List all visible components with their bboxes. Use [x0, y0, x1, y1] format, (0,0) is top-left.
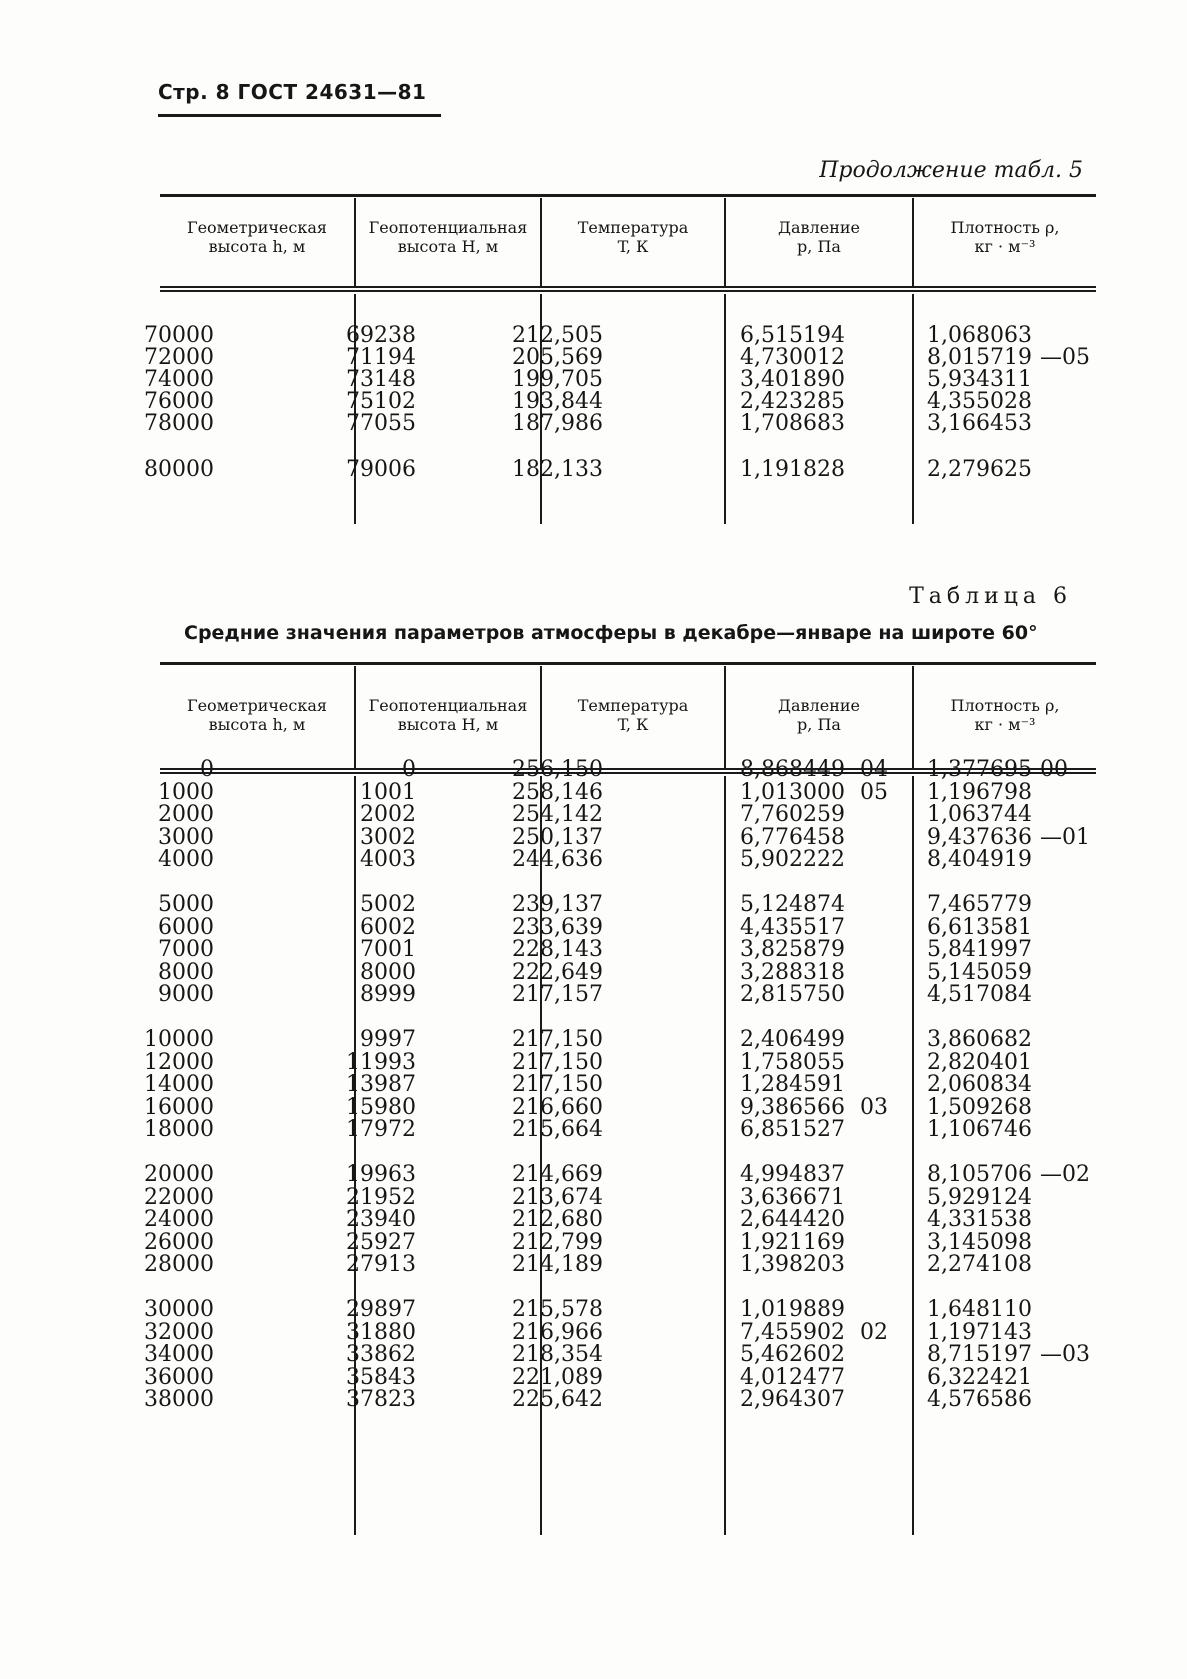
- table6-geometric-height-cell: 34000: [144, 1342, 214, 1367]
- table6-temperature-cell: 217,157: [512, 982, 603, 1007]
- table6-label: Таблица 6: [909, 584, 1072, 609]
- table6-density-cell: 6,613581: [927, 915, 1032, 940]
- table5-density-cell: 2,279625: [927, 457, 1032, 482]
- table5-temperature-cell: 205,569: [512, 345, 603, 370]
- table6-geopotential-height-cell: 11993: [346, 1050, 416, 1075]
- table6-row: [160, 938, 1096, 962]
- table6-header-line: кг · м⁻³: [974, 715, 1036, 734]
- table6-pressure-cell: 3,825879: [740, 937, 845, 962]
- table5-pressure-cell: 1,708683: [740, 411, 845, 436]
- table6-geopotential-height-cell: 2002: [360, 802, 416, 827]
- table6-geometric-height-cell: 2000: [158, 802, 214, 827]
- table6-pressure-cell: 4,994837: [740, 1162, 845, 1187]
- table5-temperature-cell: 212,505: [512, 323, 603, 348]
- table6-pressure-cell: 2,964307: [740, 1387, 845, 1412]
- table6-density-cell: 6,322421: [927, 1365, 1032, 1390]
- table6-geopotential-height-cell: 23940: [346, 1207, 416, 1232]
- table6-header-line: Давление: [778, 696, 860, 715]
- table5-density-exponent: —05: [1040, 345, 1090, 370]
- table6-temperature-cell: 254,142: [512, 802, 603, 827]
- table6-density-cell: 1,196798: [927, 780, 1032, 805]
- table6-pressure-cell: 1,013000: [740, 780, 845, 805]
- table6-geometric-height-cell: 9000: [158, 982, 214, 1007]
- table5-header-pressure: [726, 218, 912, 256]
- table6-geopotential-height-cell: 3002: [360, 825, 416, 850]
- table6-row: [144, 1117, 1096, 1142]
- table5-pressure-cell: 2,423285: [740, 389, 845, 414]
- table6-pressure-cell: 8,868449: [740, 757, 845, 782]
- table6-header-pressure: [726, 696, 912, 734]
- table6-density-cell: 7,465779: [927, 892, 1032, 917]
- table5-geometric-height-cell: 74000: [144, 367, 214, 392]
- table6-pressure-exponent: 02: [860, 1320, 888, 1345]
- table6-row: [144, 1387, 1096, 1412]
- table6-geometric-height-cell: 24000: [144, 1207, 214, 1232]
- header-rule: [158, 114, 441, 117]
- table5-header-line: p, Па: [797, 237, 841, 256]
- table6-row: [144, 1252, 1096, 1277]
- table6-row: [160, 803, 1096, 827]
- table6-density-cell: 2,820401: [927, 1050, 1032, 1075]
- table5-temperature-cell: 182,133: [512, 457, 603, 482]
- table5-temperature-cell: 199,705: [512, 367, 603, 392]
- table6-density-cell: 1,197143: [927, 1320, 1032, 1345]
- table6-row: [160, 758, 1096, 782]
- table5-row: [144, 457, 1096, 482]
- table5-header-temperature: [542, 218, 724, 256]
- table6-temperature-cell: 218,354: [512, 1342, 603, 1367]
- table6-geometric-height-cell: 7000: [158, 937, 214, 962]
- table6-density-cell: 5,145059: [927, 960, 1032, 985]
- table6-geometric-height-cell: 30000: [144, 1297, 214, 1322]
- table6-density-cell: 2,274108: [927, 1252, 1032, 1277]
- table6-geometric-height-cell: 5000: [158, 892, 214, 917]
- table6-geopotential-height-cell: 31880: [346, 1320, 416, 1345]
- table6-row: [144, 1027, 1096, 1052]
- table6-geopotential-height-cell: 35843: [346, 1365, 416, 1390]
- table6-temperature-cell: 250,137: [512, 825, 603, 850]
- table6-pressure-cell: 1,019889: [740, 1297, 845, 1322]
- table6-header-line: T, К: [617, 715, 649, 734]
- table5-continuation-title: Продолжение табл. 5: [819, 158, 1083, 183]
- table6-pressure-exponent: 03: [860, 1095, 888, 1120]
- table6-pressure-cell: 9,386566: [740, 1095, 845, 1120]
- table6-temperature-cell: 214,669: [512, 1162, 603, 1187]
- table6-temperature-cell: 217,150: [512, 1027, 603, 1052]
- table6-temperature-cell: 239,137: [512, 892, 603, 917]
- table6-geometric-height-cell: 18000: [144, 1117, 214, 1142]
- table6-geopotential-height-cell: 29897: [346, 1297, 416, 1322]
- table6: [144, 662, 1096, 1535]
- table6-pressure-cell: 6,851527: [740, 1117, 845, 1142]
- table6-pressure-cell: 6,776458: [740, 825, 845, 850]
- table6-density-cell: 1,106746: [927, 1117, 1032, 1142]
- table6-column-divider: [354, 776, 356, 1535]
- table6-geopotential-height-cell: 33862: [346, 1342, 416, 1367]
- table6-temperature-cell: 222,649: [512, 960, 603, 985]
- table6-temperature-cell: 256,150: [512, 757, 603, 782]
- table6-density-cell: 4,517084: [927, 982, 1032, 1007]
- table6-caption: Средние значения параметров атмосферы в декабре—январе на широте 60°: [184, 622, 1038, 644]
- table6-header-line: Плотность ρ,: [950, 696, 1060, 715]
- table6-pressure-cell: 4,012477: [740, 1365, 845, 1390]
- table6-temperature-cell: 221,089: [512, 1365, 603, 1390]
- table6-geometric-height-cell: 8000: [158, 960, 214, 985]
- table6-temperature-cell: 216,660: [512, 1095, 603, 1120]
- table5-geopotential-height-cell: 71194: [346, 345, 416, 370]
- table6-geometric-height-cell: 12000: [144, 1050, 214, 1075]
- table6-density-exponent: —01: [1040, 825, 1090, 850]
- table5-geopotential-height-cell: 73148: [346, 367, 416, 392]
- table5-pressure-cell: 3,401890: [740, 367, 845, 392]
- table6-density-cell: 3,860682: [927, 1027, 1032, 1052]
- table6-row: [144, 1162, 1096, 1187]
- table6-header-temperature: [542, 696, 724, 734]
- table5-temperature-cell: 187,986: [512, 411, 603, 436]
- table6-pressure-cell: 2,406499: [740, 1027, 845, 1052]
- table6-density-exponent: —03: [1040, 1342, 1090, 1367]
- table5-geopotential-height-cell: 79006: [346, 457, 416, 482]
- table6-density-cell: 9,437636: [927, 825, 1032, 850]
- table6-geopotential-height-cell: 27913: [346, 1252, 416, 1277]
- table6-header-line: высота H, м: [397, 715, 499, 734]
- table6-density-exponent: —02: [1040, 1162, 1090, 1187]
- table6-pressure-cell: 5,462602: [740, 1342, 845, 1367]
- table6-header-density: [914, 696, 1096, 734]
- table6-column-divider: [540, 776, 542, 1535]
- table6-temperature-cell: 225,642: [512, 1387, 603, 1412]
- table5-geometric-height-cell: 76000: [144, 389, 214, 414]
- table6-row: [144, 1297, 1096, 1322]
- table5-density-cell: 1,068063: [927, 323, 1032, 348]
- table5-header-line: кг · м⁻³: [974, 237, 1036, 256]
- table6-temperature-cell: 212,680: [512, 1207, 603, 1232]
- table6-temperature-cell: 213,674: [512, 1185, 603, 1210]
- table5-geopotential-height-cell: 75102: [346, 389, 416, 414]
- table6-geopotential-height-cell: 0: [402, 757, 416, 782]
- table6-pressure-cell: 1,398203: [740, 1252, 845, 1277]
- table6-header-line: p, Па: [797, 715, 841, 734]
- table6-temperature-cell: 233,639: [512, 915, 603, 940]
- table5-header-geopotential-height: [356, 218, 540, 256]
- table6-density-cell: 8,715197: [927, 1342, 1032, 1367]
- table6-geopotential-height-cell: 6002: [360, 915, 416, 940]
- table5-header-line: Давление: [778, 218, 860, 237]
- table6-geometric-height-cell: 38000: [144, 1387, 214, 1412]
- table6-geopotential-height-cell: 1001: [360, 780, 416, 805]
- table6-geopotential-height-cell: 9997: [360, 1027, 416, 1052]
- table6-temperature-cell: 215,578: [512, 1297, 603, 1322]
- table5-temperature-cell: 193,844: [512, 389, 603, 414]
- table6-density-cell: 3,145098: [927, 1230, 1032, 1255]
- table6-density-cell: 8,105706: [927, 1162, 1032, 1187]
- table6-temperature-cell: 216,966: [512, 1320, 603, 1345]
- table5-header-line: Геопотенциальная: [368, 218, 528, 237]
- table5-header-line: T, К: [617, 237, 649, 256]
- table6-density-cell: 4,331538: [927, 1207, 1032, 1232]
- table6-density-cell: 1,648110: [927, 1297, 1032, 1322]
- table6-top-rule: [160, 662, 1096, 665]
- table6-temperature-cell: 215,664: [512, 1117, 603, 1142]
- table6-row: [160, 983, 1096, 1007]
- table6-geopotential-height-cell: 8000: [360, 960, 416, 985]
- table6-geopotential-height-cell: 21952: [346, 1185, 416, 1210]
- table6-pressure-cell: 5,902222: [740, 847, 845, 872]
- table5-geometric-height-cell: 70000: [144, 323, 214, 348]
- table6-geopotential-height-cell: 13987: [346, 1072, 416, 1097]
- table5-header-density: [914, 218, 1096, 256]
- table6-geopotential-height-cell: 8999: [360, 982, 416, 1007]
- table6-temperature-cell: 228,143: [512, 937, 603, 962]
- table6-header-geometric-height: [160, 696, 354, 734]
- table6-row: [160, 848, 1096, 872]
- table6-row: [144, 1207, 1096, 1232]
- table6-header-line: Температура: [577, 696, 689, 715]
- table6-geometric-height-cell: 10000: [144, 1027, 214, 1052]
- table6-row: [160, 893, 1096, 917]
- table6-geometric-height-cell: 20000: [144, 1162, 214, 1187]
- table6-temperature-cell: 258,146: [512, 780, 603, 805]
- table6-density-cell: 1,063744: [927, 802, 1032, 827]
- table6-geometric-height-cell: 32000: [144, 1320, 214, 1345]
- table6-geometric-height-cell: 36000: [144, 1365, 214, 1390]
- table6-temperature-cell: 212,799: [512, 1230, 603, 1255]
- table6-geopotential-height-cell: 37823: [346, 1387, 416, 1412]
- table6-row: [144, 1342, 1096, 1367]
- table6-pressure-cell: 3,288318: [740, 960, 845, 985]
- table6-density-cell: 1,377695: [927, 757, 1032, 782]
- table6-geometric-height-cell: 1000: [158, 780, 214, 805]
- table5-top-rule: [160, 194, 1096, 197]
- table6-geopotential-height-cell: 25927: [346, 1230, 416, 1255]
- table5-density-cell: 5,934311: [927, 367, 1032, 392]
- table6-geometric-height-cell: 22000: [144, 1185, 214, 1210]
- table6-column-divider: [912, 776, 914, 1535]
- table5-density-cell: 3,166453: [927, 411, 1032, 436]
- table6-density-exponent: 00: [1040, 757, 1068, 782]
- table6-temperature-cell: 244,636: [512, 847, 603, 872]
- table6-temperature-cell: 214,189: [512, 1252, 603, 1277]
- table6-geopotential-height-cell: 7001: [360, 937, 416, 962]
- table5-geometric-height-cell: 72000: [144, 345, 214, 370]
- page-header: Стр. 8 ГОСТ 24631—81: [158, 80, 427, 104]
- table6-temperature-cell: 217,150: [512, 1072, 603, 1097]
- table6-density-cell: 2,060834: [927, 1072, 1032, 1097]
- table6-geopotential-height-cell: 15980: [346, 1095, 416, 1120]
- table6-column-divider: [724, 776, 726, 1535]
- table6-header-line: высота h, м: [208, 715, 306, 734]
- table5-pressure-cell: 4,730012: [740, 345, 845, 370]
- table6-pressure-cell: 5,124874: [740, 892, 845, 917]
- table5-row: [144, 411, 1096, 436]
- table5: [144, 194, 1096, 524]
- table6-pressure-cell: 7,760259: [740, 802, 845, 827]
- table5-header-line: Геометрическая: [186, 218, 327, 237]
- table5-density-cell: 4,355028: [927, 389, 1032, 414]
- table6-density-cell: 8,404919: [927, 847, 1032, 872]
- table5-geopotential-height-cell: 69238: [346, 323, 416, 348]
- table6-geometric-height-cell: 6000: [158, 915, 214, 940]
- table6-pressure-cell: 2,815750: [740, 982, 845, 1007]
- table6-pressure-exponent: 04: [860, 757, 888, 782]
- table6-header-geopotential-height: [356, 696, 540, 734]
- table6-pressure-cell: 2,644420: [740, 1207, 845, 1232]
- table6-geometric-height-cell: 0: [200, 757, 214, 782]
- table6-pressure-cell: 7,455902: [740, 1320, 845, 1345]
- table6-geometric-height-cell: 3000: [158, 825, 214, 850]
- table6-geometric-height-cell: 16000: [144, 1095, 214, 1120]
- table6-header-line: Геопотенциальная: [368, 696, 528, 715]
- table5-pressure-cell: 6,515194: [740, 323, 845, 348]
- table6-geometric-height-cell: 14000: [144, 1072, 214, 1097]
- table6-pressure-cell: 1,921169: [740, 1230, 845, 1255]
- table6-pressure-exponent: 05: [860, 780, 888, 805]
- table6-geopotential-height-cell: 17972: [346, 1117, 416, 1142]
- table6-pressure-cell: 4,435517: [740, 915, 845, 940]
- table6-pressure-cell: 1,758055: [740, 1050, 845, 1075]
- table6-pressure-cell: 1,284591: [740, 1072, 845, 1097]
- table5-header-line: Плотность ρ,: [950, 218, 1060, 237]
- table6-density-cell: 4,576586: [927, 1387, 1032, 1412]
- table6-density-cell: 1,509268: [927, 1095, 1032, 1120]
- table5-geometric-height-cell: 78000: [144, 411, 214, 436]
- table5-header-line: высота h, м: [208, 237, 306, 256]
- table6-geopotential-height-cell: 19963: [346, 1162, 416, 1187]
- table6-density-cell: 5,929124: [927, 1185, 1032, 1210]
- table5-pressure-cell: 1,191828: [740, 457, 845, 482]
- table6-geometric-height-cell: 28000: [144, 1252, 214, 1277]
- table5-geopotential-height-cell: 77055: [346, 411, 416, 436]
- table6-geometric-height-cell: 26000: [144, 1230, 214, 1255]
- table6-row: [144, 1072, 1096, 1097]
- table5-header-rule: [160, 286, 1096, 292]
- table6-header-line: Геометрическая: [186, 696, 327, 715]
- table6-geometric-height-cell: 4000: [158, 847, 214, 872]
- table5-density-cell: 8,015719: [927, 345, 1032, 370]
- table6-geopotential-height-cell: 4003: [360, 847, 416, 872]
- table6-temperature-cell: 217,150: [512, 1050, 603, 1075]
- table6-density-cell: 5,841997: [927, 937, 1032, 962]
- table6-geopotential-height-cell: 5002: [360, 892, 416, 917]
- table5-header-geometric-height: [160, 218, 354, 256]
- table5-header-line: высота H, м: [397, 237, 499, 256]
- table6-pressure-cell: 3,636671: [740, 1185, 845, 1210]
- table5-geometric-height-cell: 80000: [144, 457, 214, 482]
- table5-header-line: Температура: [577, 218, 689, 237]
